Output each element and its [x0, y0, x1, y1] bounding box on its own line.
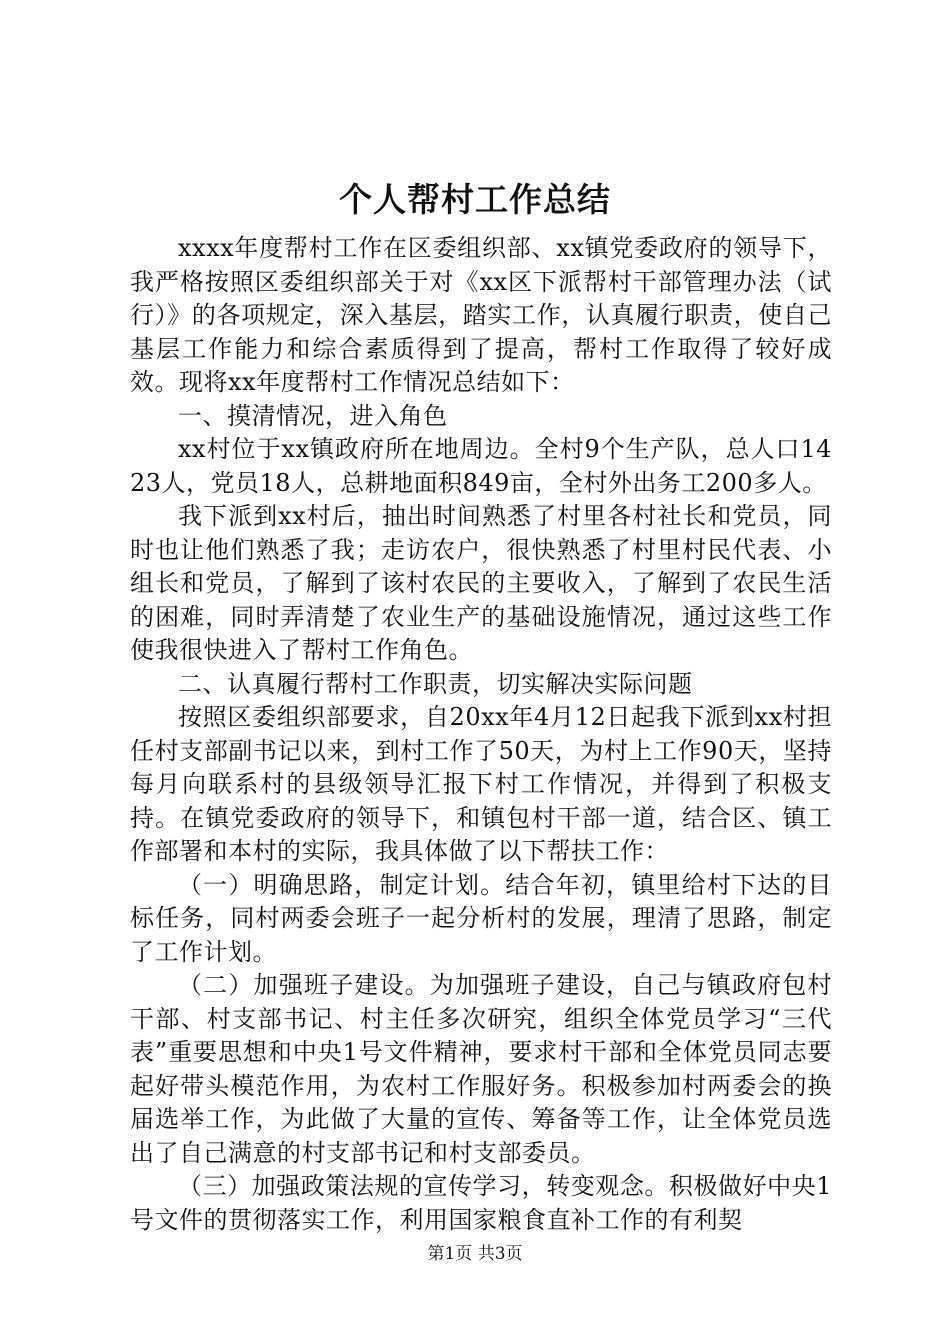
- paragraph-village-overview: xx村位于xx镇政府所在地周边。全村9个生产队，总人口1423人，党员18人，总耕地面积849亩，全村外出务工200多人。: [130, 435, 832, 497]
- document-title: 个人帮村工作总结: [339, 180, 611, 219]
- paragraph-intro: xxxx年度帮村工作在区委组织部、xx镇党委政府的领导下，我严格按照区委组织部关于对《xx区下派帮村干部管理办法（试行）》的各项规定，深入基层，踏实工作，认真履行职责，使自己基层工作能力和综合素质得到了提高，帮村工作取得了较好成效。现将xx年度帮村工作情况总结如下：: [130, 234, 832, 396]
- paragraph-item-1: （一）明确思路，制定计划。结合年初，镇里给村下达的目标任务，同村两委会班子一起分析村的发展，理清了思路，制定了工作计划。: [130, 870, 832, 966]
- paragraph-item-2: （二）加强班子建设。为加强班子建设，自己与镇政府包村干部、村支部书记、村主任多次研究，组织全体党员学习“三代表”重要思想和中央1号文件精神，要求村干部和全体党员同志要起好带头模范作用，为农村工作服好务。积极参加村两委会的换届选举工作，为此做了大量的宣传、筹备等工作，让全体党员选出了自己满意的村支部书记和村支部委员。: [130, 971, 832, 1167]
- section-heading-2: 二、认真履行帮村工作职责，切实解决实际问题: [178, 669, 693, 698]
- document-body: [130, 232, 832, 1237]
- paragraph-duties: 按照区委组织部要求，自20xx年4月12日起我下派到xx村担任村支部副书记以来，到村工作了50天，为村上工作90天，坚持每月向联系村的县级领导汇报下村工作情况，并得到了积极支持。在镇党委政府的领导下，和镇包村干部一道，结合区、镇工作部署和本村的实际，我具体做了以下帮扶工作：: [130, 703, 832, 865]
- paragraph-familiarization: 我下派到xx村后，抽出时间熟悉了村里各村社长和党员，同时也让他们熟悉了我；走访农户，很快熟悉了村里村民代表、小组长和党员，了解到了该村农民的主要收入，了解到了农民生活的困难，同时弄清楚了农业生产的基础设施情况，通过这些工作使我很快进入了帮村工作角色。: [130, 502, 832, 664]
- paragraph-item-3: （三）加强政策法规的宣传学习，转变观念。积极做好中央1号文件的贯彻落实工作，利用国家粮食直补工作的有利契: [130, 1172, 832, 1234]
- section-heading-1: 一、摸清情况，进入角色: [178, 401, 448, 430]
- page-footer: 第1页 共3页: [427, 1244, 523, 1264]
